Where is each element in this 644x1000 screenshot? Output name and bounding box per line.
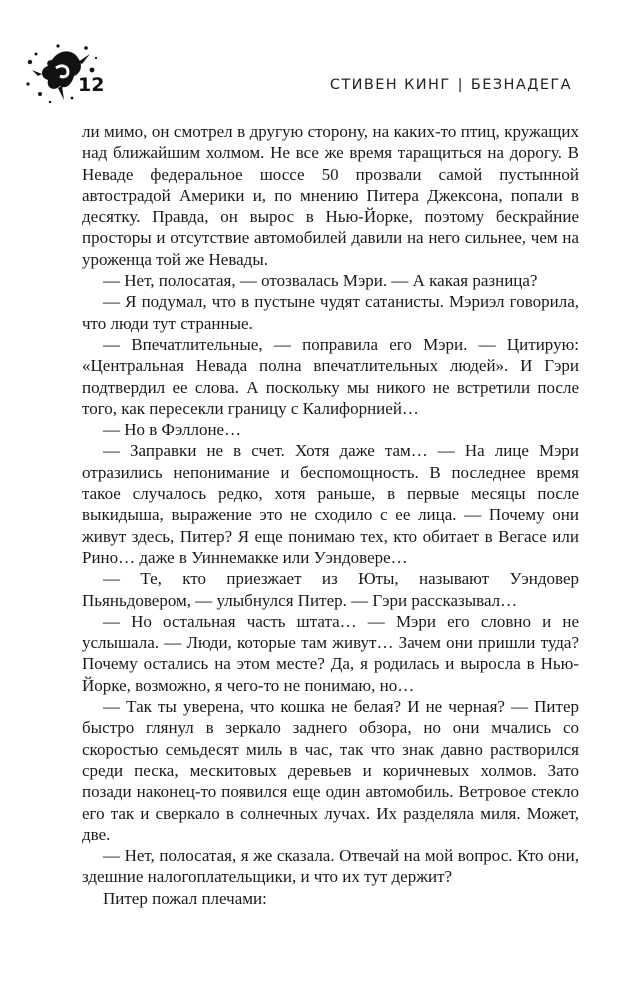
paragraph: — Нет, полосатая, — отозвалась Мэри. — А какая разница? (103, 271, 538, 291)
paragraph: — Так ты уверена, что кошка не белая? И не черная? — Питер быстро глянул в зеркало заднего обзора, но они мчались со скоростью семьдесят миль в час, так что знак давно растворился среди песка, мескитовых деревьев и коричневых холмов. Зато позади наконец-то появился еще один автомобиль. Ветровое стекло его так и сверкало в солнечных лучах. Их разделяла миля. Может, две. (82, 697, 579, 844)
running-head (330, 77, 572, 93)
paragraph: — Но остальная часть штата… — Мэри его словно и не услышала. — Люди, которые там живут… Зачем они пришли туда? Почему остались на этом месте? Да, я родилась и выросла в Нью-Йорке, возможно, я чего-то не понимаю, но… (82, 611, 579, 695)
paragraph: — Я подумал, что в пустыне чудят сатанисты. Мэриэл говорила, что люди тут странные. (82, 292, 579, 333)
paragraph: — Нет, полосатая, я же сказала. Отвечай на мой вопрос. Кто они, здешние налогоплательщики, и что их тут держит? (82, 846, 579, 887)
paragraph: ли мимо, он смотрел в другую сторону, на каких-то птиц, кружащих над ближайшим холмом. Не все же время таращиться на дорогу. В Неваде федеральное шоссе 50 прозвали самой пустынной автострадой Америки и, по мнению Питера Джексона, попали в десятку. Правда, он вырос в Нью-Йорке, поэтому бескрайние просторы и отсутствие автомобилей давили на него сильнее, чем на уроженца той же Невады. (82, 122, 579, 269)
paragraph: Питер пожал плечами: (103, 888, 267, 908)
paragraph: — Те, кто приезжает из Юты, называют Уэндовер Пьяньдовером, — улыбнулся Питер. — Гэри рассказывал… (82, 569, 579, 610)
page-number: 12 (78, 74, 105, 96)
page-header (0, 0, 644, 120)
paragraph: — Заправки не в счет. Хотя даже там… — На лице Мэри отразились непонимание и беспомощность. В последнее время такое случалось редко, хотя раньше, в первые месяцы после выкидыша, выражение это не сходило с ее лица. — Почему они живут здесь, Питер? Я еще понимаю тех, кто обитает в Вегасе или Рино… даже в Уиннемакке или Уэндовере… (82, 441, 579, 567)
running-head-title: БЕЗНАДЕГА (470, 77, 572, 93)
running-head-separator: | (457, 77, 464, 93)
body-text (82, 121, 579, 909)
paragraph: — Впечатлительные, — поправила его Мэри. — Цитирую: «Центральная Невада полна впечатлительных людей». И Гэри подтвердил ее слова. А поскольку мы никого не встретили после того, как пересекли границу с Калифорнией… (82, 334, 579, 418)
paragraph: — Но в Фэллоне… (103, 420, 242, 440)
running-head-author: СТИВЕН КИНГ (329, 77, 451, 93)
